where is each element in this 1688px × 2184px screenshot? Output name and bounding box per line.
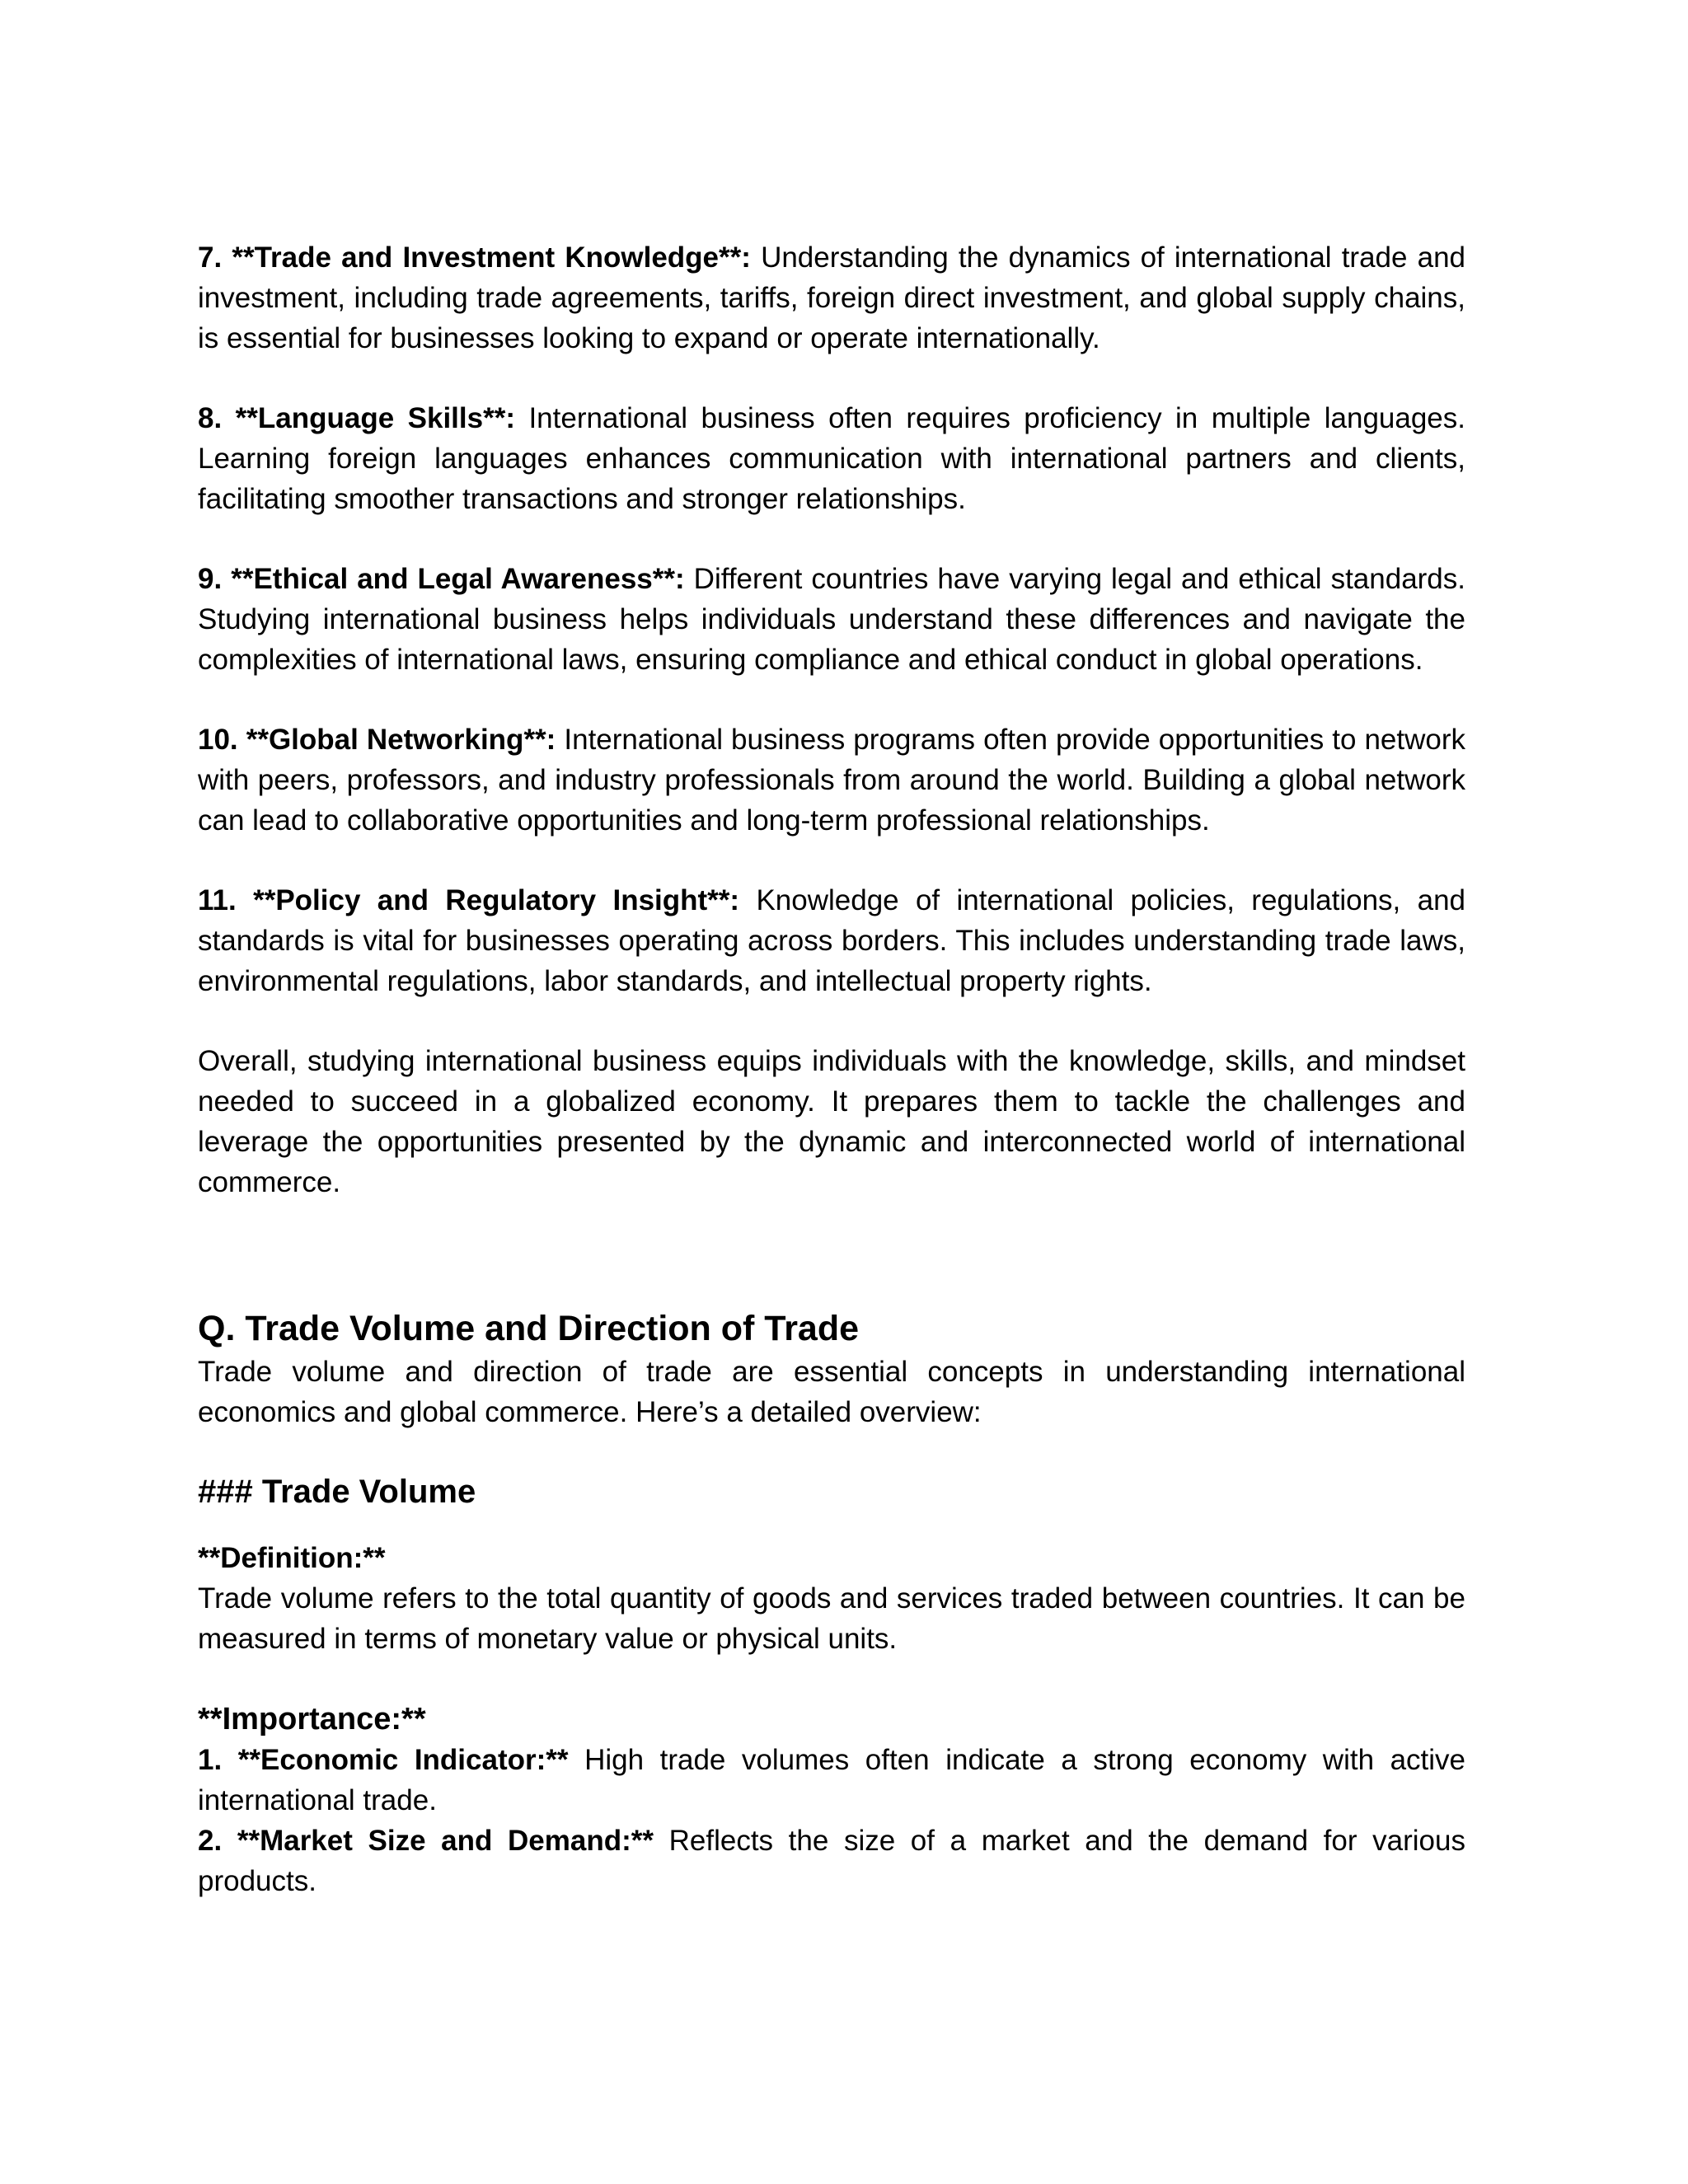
item-number: 1. <box>198 1744 223 1776</box>
item-title: **Economic Indicator:** <box>237 1744 569 1776</box>
page-content <box>198 237 1465 1901</box>
item-number: 10. <box>198 724 238 756</box>
item-number: 11. <box>198 884 237 916</box>
importance-item-2 <box>198 1821 1465 1901</box>
section-intro: Trade volume and direction of trade are essential concepts in understanding international economics and global commerce. Here’s a detailed overview: <box>198 1356 1465 1428</box>
item-text: High trade volumes often indicate a strong economy with active international trade. <box>198 1744 1466 1816</box>
section-heading: Q. Trade Volume and Direction of Trade <box>198 1309 860 1348</box>
item-number: 9. <box>198 563 223 595</box>
overall-paragraph: Overall, studying international business equips individuals with the knowledge, skills, and mindset needed to succeed in a globalized economy. It prepares them to tackle the challenges and leverage the opportunities presented by the dynamic and interconnected world of international commerce. <box>198 1045 1465 1198</box>
definition-label: **Definition:** <box>198 1542 386 1574</box>
item-title: **Market Size and Demand:** <box>237 1825 654 1857</box>
list-item-7 <box>198 237 1465 359</box>
item-text: Reflects the size of a market and the demand for various products. <box>198 1825 1465 1897</box>
item-number: 2. <box>198 1825 223 1857</box>
list-item-9 <box>198 559 1465 680</box>
item-title: **Global Networking**: <box>246 724 556 756</box>
item-title: **Ethical and Legal Awareness**: <box>231 563 685 595</box>
item-text: Different countries have varying legal and ethical standards. Studying international business helps individuals understand these differences and navigate the complexities of international laws, ensuring compliance and ethical conduct in global operations. <box>198 563 1466 676</box>
definition-text: Trade volume refers to the total quantity of goods and services traded between countries. It can be measured in terms of monetary value or physical units. <box>198 1582 1465 1655</box>
item-number: 8. <box>198 402 223 434</box>
item-text: Knowledge of international policies, regulations, and standards is vital for businesses operating across borders. This includes understanding trade laws, environmental regulations, labor standards, and intellectual property rights. <box>198 884 1465 997</box>
item-text: Understanding the dynamics of international trade and investment, including trade agreements, tariffs, foreign direct investment, and global supply chains, is essential for businesses looking to expand or operate internationally. <box>198 241 1466 354</box>
list-item-11 <box>198 880 1465 1001</box>
subheading-trade-volume: ### Trade Volume <box>198 1474 476 1510</box>
item-title: **Policy and Regulatory Insight**: <box>253 884 740 916</box>
item-number: 7. <box>198 241 223 274</box>
item-text: International business programs often provide opportunities to network with peers, professors, and industry professionals from around the world. Building a global network can lead to collaborative opportunities and long-term professional relationships. <box>198 724 1466 837</box>
item-text: International business often requires proficiency in multiple languages. Learning foreign languages enhances communication with international partners and clients, facilitating smoother transactions and stronger relationships. <box>198 402 1465 515</box>
importance-label: **Importance:** <box>198 1702 426 1736</box>
list-item-8 <box>198 398 1465 519</box>
importance-item-1 <box>198 1740 1465 1821</box>
item-title: **Trade and Investment Knowledge**: <box>232 241 751 274</box>
list-item-10 <box>198 719 1465 841</box>
item-title: **Language Skills**: <box>235 402 515 434</box>
